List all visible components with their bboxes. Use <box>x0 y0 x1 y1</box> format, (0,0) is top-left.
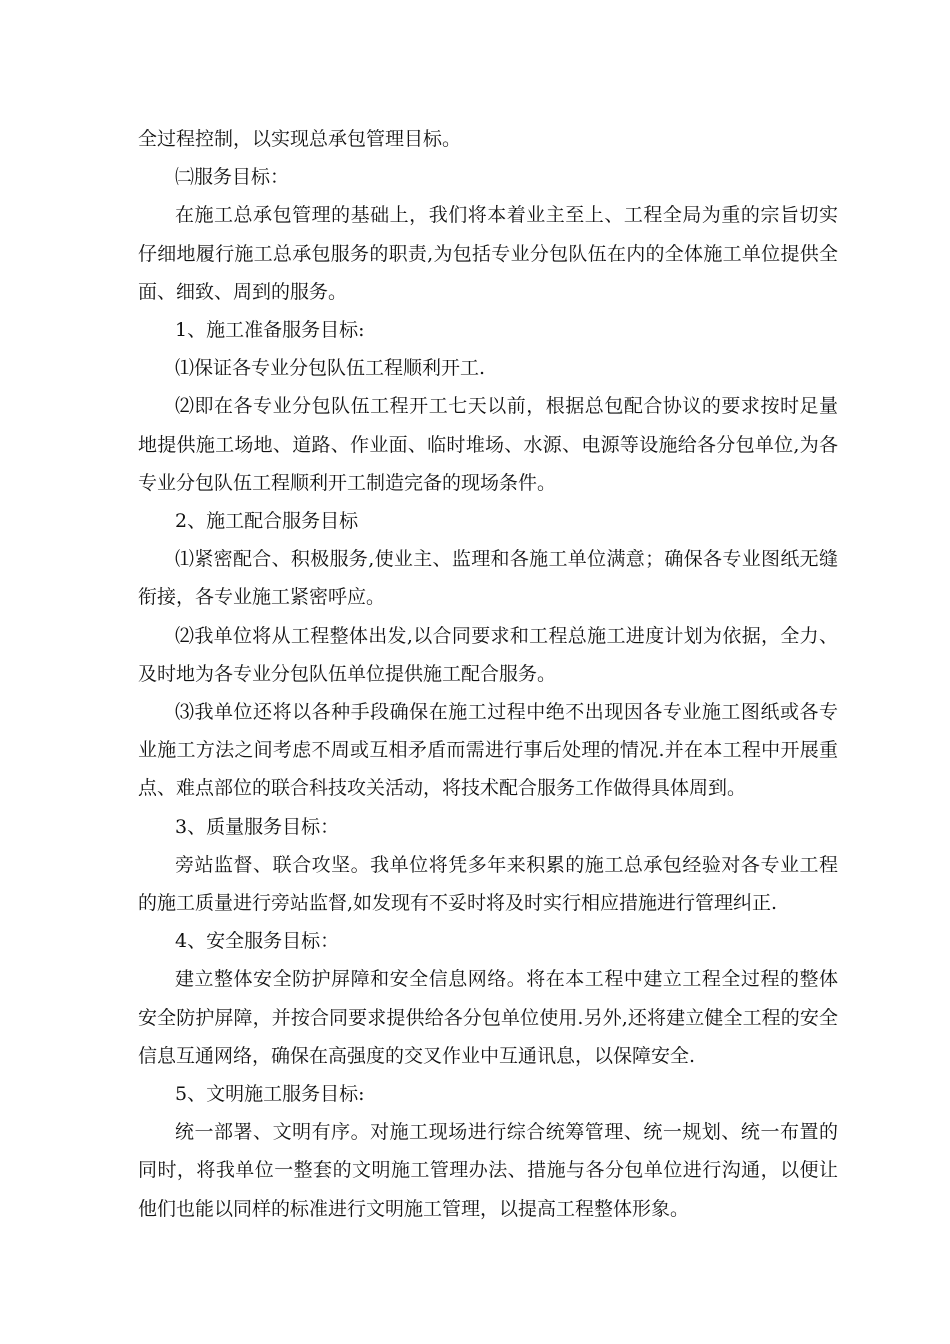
heading-preparation-service: 1、施工准备服务目标: <box>175 319 365 342</box>
list-item-coordination-2: ⑵我单位将从工程整体出发,以合同要求和工程总施工进度计划为依据，全力、及时地为各专业分包队伍单位提供施工配合服务。 <box>138 624 838 685</box>
heading-civilized-construction-service: 5、文明施工服务目标: <box>175 1083 365 1106</box>
list-item-preparation-1: ⑴保证各专业分包队伍工程顺利开工. <box>175 357 486 380</box>
list-item-coordination-3: ⑶我单位还将以各种手段确保在施工过程中绝不出现因各专业施工图纸或各专业施工方法之间考虑不周或互相矛盾而需进行事后处理的情况.并在本工程中开展重点、难点部位的联合科技攻关活动，将技术配合服务工作做得具体周到。 <box>138 701 838 800</box>
heading-service-goals: ㈡服务目标： <box>175 166 290 189</box>
list-item-coordination-1: ⑴紧密配合、积极服务,使业主、监理和各施工单位满意；确保各专业图纸无缝衔接，各专业施工紧密呼应。 <box>138 548 838 609</box>
paragraph-quality-service: 旁站监督、联合攻坚。我单位将凭多年来积累的施工总承包经验对各专业工程的施工质量进行旁站监督,如发现有不妥时将及时实行相应措施进行管理纠正. <box>138 853 838 915</box>
document-body <box>138 120 838 1228</box>
paragraph-continuation: 全过程控制，以实现总承包管理目标。 <box>138 128 462 150</box>
paragraph-civilized-construction-service: 统一部署、文明有序。对施工现场进行综合统筹管理、统一规划、统一布置的同时，将我单位一整套的文明施工管理办法、措施与各分包单位进行沟通，以便让他们也能以同样的标准进行文明施工管理，以提高工程整体形象。 <box>138 1121 838 1220</box>
heading-quality-service: 3、质量服务目标： <box>175 815 340 838</box>
list-item-preparation-2: ⑵即在各专业分包队伍工程开工七天以前，根据总包配合协议的要求按时足量地提供施工场地、道路、作业面、临时堆场、水源、电源等设施给各分包单位,为各专业分包队伍工程顺利开工制造完备的现场条件。 <box>138 395 838 494</box>
paragraph-service-intro: 在施工总承包管理的基础上，我们将本着业主至上、工程全局为重的宗旨切实仔细地履行施工总承包服务的职责,为包括专业分包队伍在内的全体施工单位提供全面、细致、周到的服务。 <box>138 204 838 303</box>
paragraph-safety-service: 建立整体安全防护屏障和安全信息网络。将在本工程中建立工程全过程的整体安全防护屏障，并按合同要求提供给各分包单位使用.另外,还将建立健全工程的安全信息互通网络，确保在高强度的交叉作业中互通讯息，以保障安全. <box>138 968 838 1067</box>
heading-coordination-service: 2、施工配合服务目标 <box>175 510 359 533</box>
heading-safety-service: 4、安全服务目标： <box>175 930 340 953</box>
